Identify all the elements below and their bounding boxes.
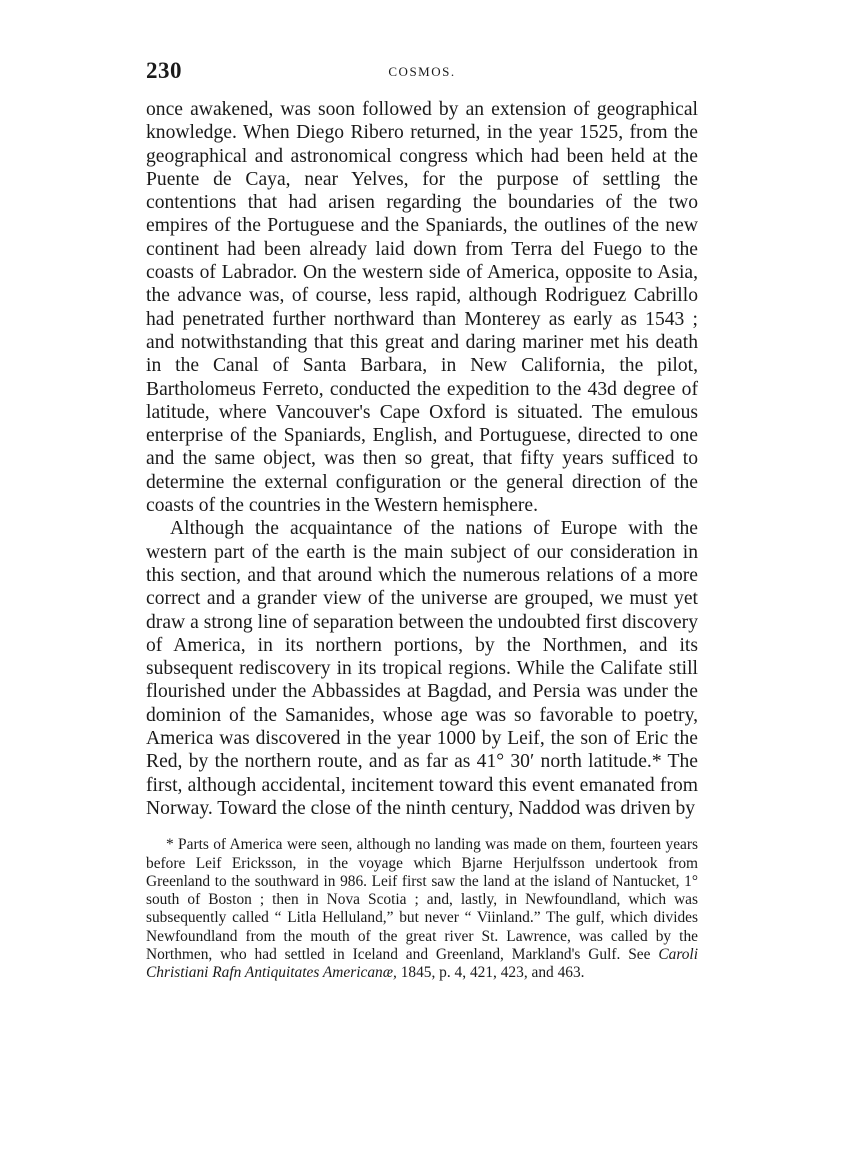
running-title: COSMOS.: [388, 64, 456, 79]
running-head: [146, 58, 698, 98]
footnote-reference-title: Caroli Christiani Rafn Antiquitates Americanæ,: [146, 945, 698, 982]
footnote-text: [146, 836, 698, 982]
footnote-reference-pages: 1845, p. 4, 421, 423, and 463.: [400, 964, 585, 982]
footnote-body: * Parts of America were seen, although no landing was made on them, fourteen years before Leif Ericksson, in the voyage which Bjarne Herjulfsson undertook from Greenland to the southward in 986. Leif first saw the land at the island of Nantucket, 1° south of Boston ; then in Nova Scotia ; and, lastly, in Newfoundland, which was subsequently called “ Litla Helluland,” but never “ Viinland.” The gulf, which divides Newfoundland from the mouth of the great river St. Lawrence, was called by the Northmen, who had settled in Iceland and Greenland, Markland's Gulf. See: [146, 836, 698, 963]
paragraph: once awakened, was soon followed by an extension of geographical knowledge. When Diego Ribero returned, in the year 1525, from the geographical and astronomical congress which had been held at the Puente de Caya, near Yelves, for the purpose of settling the contentions that had arisen regarding the boundaries of the two empires of the Portuguese and the Spaniards, the outlines of the new continent had been already laid down from Terra del Fuego to the coasts of Labrador. On the western side of America, opposite to Asia, the advance was, of course, less rapid, although Rodriguez Cabrillo had penetrated further northward than Monterey as early as 1543 ; and notwithstanding that this great and daring mariner met his death in the Canal of Santa Barbara, in New California, the pilot, Bartholomeus Ferreto, conducted the expedition to the 43d degree of latitude, where Vancouver's Cape Oxford is situated. The emulous enterprise of the Spaniards, English, and Portuguese, directed to one and the same object, was then so great, that fifty years sufficed to determine the external configuration or the general direction of the coasts of the countries in the Western hemisphere.: [146, 99, 698, 517]
book-page: [146, 58, 698, 983]
page-number: 230: [146, 58, 182, 83]
body-text: [146, 98, 698, 820]
paragraph: Although the acquaintance of the nations of Europe with the western part of the earth is the main subject of our consideration in this section, and that around which the numerous relations of a more correct and a grander view of the universe are grouped, we must yet draw a strong line of separation between the undoubted first discovery of America, in its northern portions, by the Northmen, and its subsequent rediscovery in its tropical regions. While the Califate still flourished under the Abbassides at Bagdad, and Persia was under the dominion of the Samanides, whose age was so favorable to poetry, America was discovered in the year 1000 by Leif, the son of Eric the Red, by the northern route, and as far as 41° 30′ north latitude.* The first, although accidental, incitement toward this event emanated from Norway. Toward the close of the ninth century, Naddod was driven by: [146, 518, 698, 819]
footnote: [146, 836, 698, 982]
